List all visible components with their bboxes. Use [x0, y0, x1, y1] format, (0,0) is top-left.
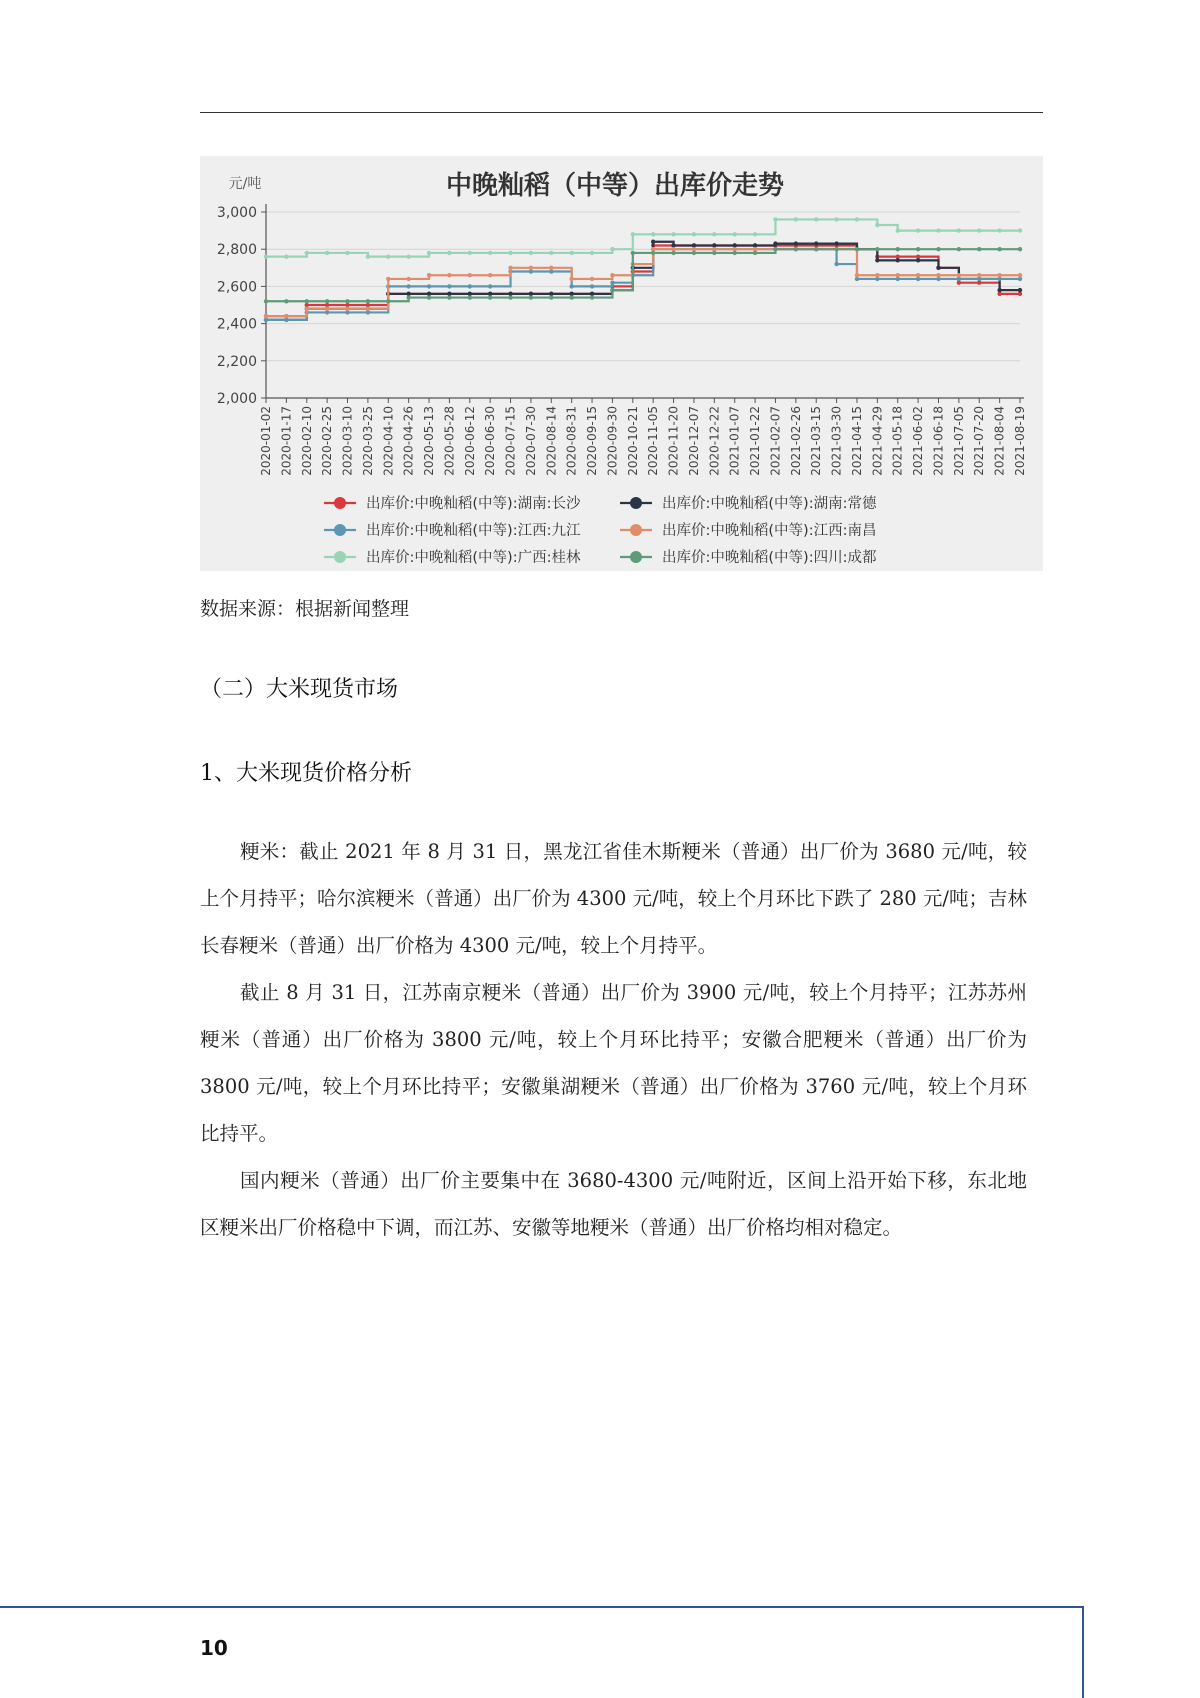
- series-point: [936, 266, 940, 270]
- series-point: [590, 284, 594, 288]
- series-point: [855, 247, 859, 251]
- series-point: [773, 217, 777, 221]
- paragraph-japonica-northeast: 粳米：截止 2021 年 8 月 31 日，黑龙江省佳木斯粳米（普通）出厂价为 3680 元/吨，较上个月持平；哈尔滨粳米（普通）出厂价为 4300 元/吨，较上个月环比下跌了 280 元/吨；吉林长春粳米（普通）出厂价格为 4300 元/吨，较上个月持平。: [200, 840, 1027, 957]
- series-point: [406, 277, 410, 281]
- series-point: [305, 299, 309, 303]
- series-point: [447, 273, 451, 277]
- series-point: [529, 266, 533, 270]
- x-tick-label: 2020-01-02: [259, 406, 273, 476]
- y-axis-unit-label: 元/吨: [228, 176, 262, 192]
- series-point: [529, 251, 533, 255]
- legend-label: 出库价:中晚籼稻(中等):江西:九江: [366, 523, 581, 539]
- series-layer: [264, 217, 1022, 322]
- x-tick-label: 2021-03-30: [829, 406, 844, 476]
- series-point: [936, 228, 940, 232]
- x-tick-label: 2020-05-28: [442, 406, 457, 476]
- series-point: [386, 299, 390, 303]
- series-point: [916, 258, 920, 262]
- series-point: [590, 295, 594, 299]
- x-tick-label: 2021-01-22: [748, 406, 763, 476]
- x-tick-label: 2021-01-07: [727, 406, 742, 476]
- series-point: [468, 251, 472, 255]
- series-point: [794, 217, 798, 221]
- x-tick-label: 2020-12-07: [686, 405, 701, 476]
- x-tick-label: 2021-07-05: [951, 406, 966, 476]
- x-tick-label: 2020-06-12: [462, 406, 477, 476]
- series-point: [366, 307, 370, 311]
- series-point: [936, 247, 940, 251]
- x-tick-label: 2020-08-31: [564, 406, 579, 476]
- x-tick-label: 2020-07-15: [503, 406, 518, 476]
- x-tick-label: 2020-02-10: [299, 406, 314, 476]
- series-point: [549, 251, 553, 255]
- series-point: [977, 228, 981, 232]
- series-point: [468, 273, 472, 277]
- series-point: [834, 241, 838, 245]
- y-tick-label: 2,800: [216, 242, 257, 259]
- paragraph-japonica-jiangsu-anhui: 截止 8 月 31 日，江苏南京粳米（普通）出厂价为 3900 元/吨，较上个月持平；江苏苏州粳米（普通）出厂价格为 3800 元/吨，较上个月环比持平；安徽合肥粳米（普通）出厂价为 3800 元/吨，较上个月环比持平；安徽巢湖粳米（普通）出厂价格为 3760 元/吨，较上个月环比持平。: [200, 981, 1027, 1145]
- series-point: [549, 295, 553, 299]
- series-point: [488, 295, 492, 299]
- series-point: [977, 273, 981, 277]
- x-tick-label: 2021-06-18: [931, 406, 946, 476]
- series-point: [855, 217, 859, 221]
- series-point: [325, 307, 329, 311]
- series-point: [692, 251, 696, 255]
- y-tick-label: 2,600: [216, 279, 257, 296]
- x-tick-label: 2021-08-19: [1013, 406, 1027, 476]
- series-point: [427, 251, 431, 255]
- sub-heading: 1、大米现货价格分析: [200, 761, 412, 786]
- x-tick-label: 2020-01-17: [279, 406, 294, 476]
- legend-item[interactable]: [324, 549, 581, 566]
- series-point: [753, 232, 757, 236]
- x-tick-label: 2020-12-22: [707, 406, 722, 476]
- series-point: [447, 284, 451, 288]
- x-tick-label: 2021-07-20: [972, 406, 987, 476]
- x-tick-label: 2020-03-25: [360, 406, 375, 476]
- legend-label: 出库价:中晚籼稻(中等):湖南:常德: [662, 496, 877, 512]
- x-tick-label: 2020-08-14: [544, 406, 559, 476]
- series-point: [488, 251, 492, 255]
- y-tick-label: 2,200: [216, 353, 257, 370]
- legend-swatch-marker: [334, 551, 346, 563]
- x-tick-label: 2021-08-04: [992, 406, 1007, 476]
- series-point: [916, 273, 920, 277]
- legend-item[interactable]: [620, 495, 877, 512]
- series-point: [569, 277, 573, 281]
- y-tick-label: 2,000: [216, 391, 257, 407]
- x-tick-label: 2021-06-02: [911, 406, 926, 476]
- series-point: [875, 223, 879, 227]
- series-point: [814, 247, 818, 251]
- series-point: [305, 307, 309, 311]
- section-heading: （二）大米现货市场: [200, 677, 399, 702]
- series-point: [896, 273, 900, 277]
- series-point: [468, 295, 472, 299]
- paragraph-japonica-summary: 国内粳米（普通）出厂价主要集中在 3680-4300 元/吨附近，区间上沿开始下移，东北地区粳米出厂价格稳中下调，而江苏、安徽等地粳米（普通）出厂价格均相对稳定。: [200, 1169, 1027, 1239]
- series-point: [569, 284, 573, 288]
- page-number: 10: [200, 1636, 228, 1660]
- series-point: [631, 232, 635, 236]
- series-point: [345, 299, 349, 303]
- series-line: [266, 249, 1020, 316]
- series-point: [712, 251, 716, 255]
- series-point: [733, 232, 737, 236]
- series-point: [875, 258, 879, 262]
- series-point: [997, 288, 1001, 292]
- series-point: [875, 273, 879, 277]
- series-point: [610, 280, 614, 284]
- series-point: [957, 247, 961, 251]
- series-point: [427, 284, 431, 288]
- x-tick-label: 2020-09-15: [585, 406, 600, 476]
- series-point: [896, 228, 900, 232]
- series-point: [406, 295, 410, 299]
- series-point: [834, 247, 838, 251]
- series-point: [1018, 273, 1022, 277]
- series-point: [284, 254, 288, 258]
- series-point: [264, 254, 268, 258]
- legend-swatch-marker: [630, 497, 642, 509]
- series-point: [1018, 228, 1022, 232]
- series-point: [855, 273, 859, 277]
- legend-item[interactable]: [620, 549, 877, 566]
- data-source-note: 数据来源：根据新闻整理: [200, 598, 410, 620]
- series-point: [366, 254, 370, 258]
- y-tick-label: 3,000: [216, 205, 257, 221]
- legend-label: 出库价:中晚籼稻(中等):江西:南昌: [662, 523, 877, 539]
- series-point: [325, 251, 329, 255]
- chart-title: 中晚籼稻（中等）出库价走势: [445, 171, 785, 201]
- series-point: [692, 232, 696, 236]
- x-tick-label: 2021-02-07: [768, 406, 783, 476]
- series-point: [284, 314, 288, 318]
- series-point: [305, 251, 309, 255]
- series-point: [366, 299, 370, 303]
- series-point: [997, 273, 1001, 277]
- series-point: [712, 232, 716, 236]
- series-point: [264, 314, 268, 318]
- chart-svg: [200, 156, 1043, 571]
- series-point: [284, 299, 288, 303]
- series-point: [916, 228, 920, 232]
- series-point: [977, 247, 981, 251]
- x-tick-label: 2020-05-13: [422, 406, 437, 476]
- series-point: [386, 254, 390, 258]
- series-point: [997, 247, 1001, 251]
- series-point: [610, 273, 614, 277]
- price-trend-chart: [200, 156, 1043, 571]
- series-point: [651, 240, 655, 244]
- series-point: [508, 266, 512, 270]
- x-tick-label: 2021-04-15: [849, 406, 864, 476]
- x-tick-label: 2020-11-20: [666, 406, 681, 476]
- legend-label: 出库价:中晚籼稻(中等):广西:桂林: [366, 550, 581, 566]
- footer-rule: [0, 1606, 1083, 1608]
- series-point: [406, 254, 410, 258]
- series-point: [427, 295, 431, 299]
- series-point: [569, 295, 573, 299]
- x-tick-label: 2021-03-15: [809, 406, 824, 476]
- series-point: [834, 262, 838, 266]
- x-tick-label: 2020-07-30: [523, 406, 538, 476]
- series-point: [773, 247, 777, 251]
- x-tick-label: 2021-04-29: [870, 406, 885, 476]
- x-tick-label: 2020-09-30: [605, 406, 620, 476]
- axis-layer: [217, 204, 1027, 476]
- series-point: [264, 299, 268, 303]
- series-point: [753, 251, 757, 255]
- legend-item[interactable]: [324, 495, 581, 512]
- x-tick-label: 2020-04-10: [381, 406, 396, 476]
- series-point: [1018, 288, 1022, 292]
- series-point: [447, 251, 451, 255]
- series-point: [529, 295, 533, 299]
- series-point: [447, 295, 451, 299]
- series-point: [794, 241, 798, 245]
- series-point: [936, 273, 940, 277]
- series-point: [508, 295, 512, 299]
- series-point: [569, 251, 573, 255]
- series-point: [508, 251, 512, 255]
- header-rule: [200, 112, 1043, 113]
- series-point: [671, 251, 675, 255]
- series-point: [590, 277, 594, 281]
- legend-swatch-marker: [630, 524, 642, 536]
- series-point: [549, 266, 553, 270]
- legend-item[interactable]: [620, 522, 876, 539]
- x-tick-label: 2020-11-05: [646, 406, 661, 476]
- series-point: [671, 232, 675, 236]
- series-point: [1018, 247, 1022, 251]
- series-point: [997, 228, 1001, 232]
- x-tick-label: 2021-05-18: [890, 406, 905, 476]
- series-point: [814, 217, 818, 221]
- series-point: [834, 217, 838, 221]
- series-point: [773, 241, 777, 245]
- series-point: [957, 228, 961, 232]
- series-point: [488, 284, 492, 288]
- legend-swatch-marker: [334, 497, 346, 509]
- series-point: [345, 307, 349, 311]
- series-point: [896, 258, 900, 262]
- series-point: [610, 288, 614, 292]
- series-point: [345, 251, 349, 255]
- series-point: [631, 251, 635, 255]
- legend-item[interactable]: [324, 522, 581, 539]
- y-tick-label: 2,400: [216, 316, 257, 333]
- x-tick-label: 2021-02-26: [788, 406, 803, 476]
- x-tick-label: 2020-02-25: [320, 406, 335, 476]
- series-point: [427, 273, 431, 277]
- series-point: [406, 284, 410, 288]
- series-line: [266, 219, 1020, 256]
- legend-swatch-marker: [630, 551, 642, 563]
- series-point: [610, 247, 614, 251]
- x-tick-label: 2020-04-26: [401, 406, 416, 476]
- series-point: [386, 277, 390, 281]
- series-point: [590, 251, 594, 255]
- legend-swatch-marker: [334, 524, 346, 536]
- series-point: [957, 273, 961, 277]
- series-point: [814, 241, 818, 245]
- footer-side-rule: [1082, 1606, 1084, 1698]
- series-point: [651, 251, 655, 255]
- series-point: [896, 247, 900, 251]
- series-point: [916, 247, 920, 251]
- legend[interactable]: [324, 495, 877, 566]
- series-point: [875, 247, 879, 251]
- series-point: [794, 247, 798, 251]
- series-point: [325, 299, 329, 303]
- legend-label: 出库价:中晚籼稻(中等):四川:成都: [662, 550, 877, 566]
- series-point: [733, 251, 737, 255]
- series-point: [651, 232, 655, 236]
- x-tick-label: 2020-06-30: [483, 406, 498, 476]
- x-tick-label: 2020-10-21: [625, 406, 640, 476]
- series-point: [468, 284, 472, 288]
- series-point: [488, 273, 492, 277]
- legend-label: 出库价:中晚籼稻(中等):湖南:长沙: [366, 496, 581, 512]
- x-tick-label: 2020-03-10: [340, 406, 355, 476]
